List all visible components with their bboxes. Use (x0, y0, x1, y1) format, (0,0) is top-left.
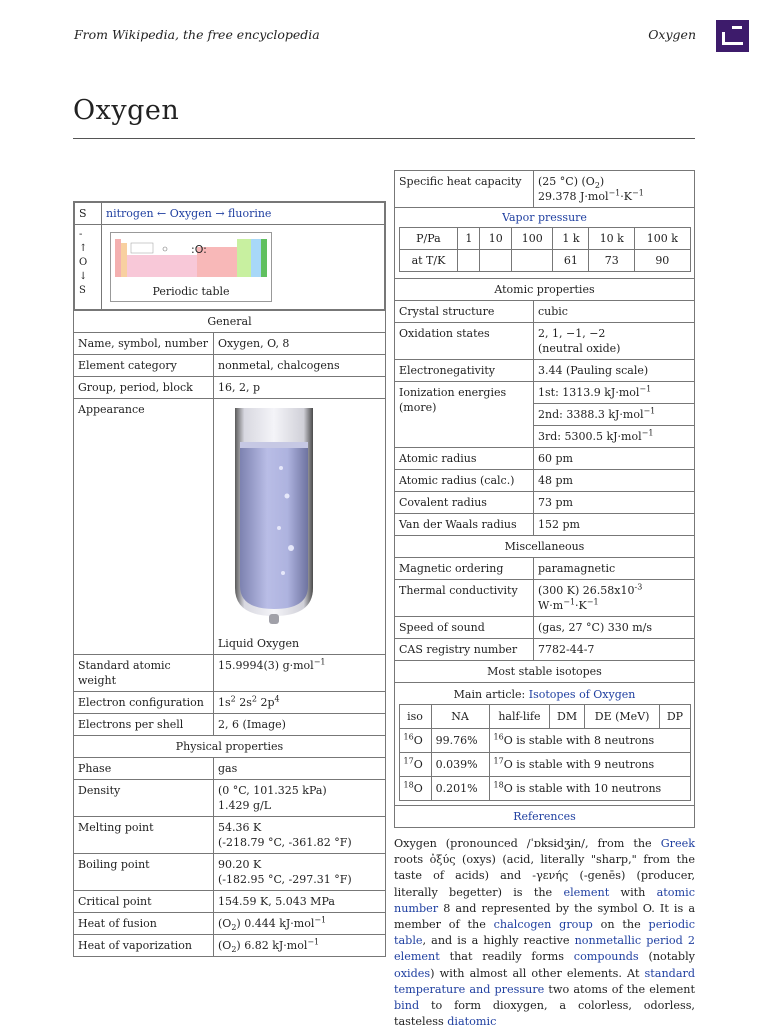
isotope-table (399, 704, 691, 801)
running-title: Oxygen (648, 27, 696, 42)
row-value: (300 K) $26.58x10^{-3}$ $W\cdot m^{-1}\cdot K^{-1}$ (534, 580, 695, 617)
vp-value-cell (458, 250, 480, 272)
iso-cell: $^{18}$O (399, 777, 431, 801)
nav-vertical: - ↑ O ↓ S (75, 225, 102, 310)
link-element[interactable]: element (563, 885, 610, 899)
row-value: 3rd: 5300.5 kJ·mol$^{-1}$ (534, 426, 695, 448)
main-article-note: Main article: Isotopes of Oxygen (453, 688, 636, 701)
link-periodic-table[interactable]: periodic table (394, 918, 695, 948)
nav-prev-next-text[interactable]: nitrogen ← Oxygen → fluorine (106, 207, 272, 220)
row-key: Atomic radius (395, 448, 534, 470)
link-bind[interactable]: bind (394, 999, 420, 1013)
iso-desc-cell: $^{18}$O is stable with 10 neutrons (489, 777, 690, 801)
row-key: Electronegativity (395, 360, 534, 382)
nav-above-symbol[interactable]: S (75, 203, 102, 225)
row-key: Appearance (74, 399, 214, 655)
row-value: 1st: 1313.9 kJ·mol$^{-1}$ (534, 382, 695, 404)
row-key: Electron configuration (74, 692, 214, 714)
page-title: Oxygen (73, 95, 180, 126)
row-value: 48 pm (534, 470, 695, 492)
link-chalcogen[interactable]: chalcogen group (493, 918, 593, 932)
nav-neighbours (102, 203, 385, 225)
vp-header-cell: 10 k (589, 228, 635, 250)
row-value: 16, 2, p (214, 377, 386, 399)
row-key: Name, symbol, number (74, 333, 214, 355)
vp-value-cell: 90 (635, 250, 690, 272)
page-header (0, 0, 768, 60)
row-key: Magnetic ordering (395, 558, 534, 580)
row-value: nonmetal, chalcogens (214, 355, 386, 377)
periodic-table-symbol: :O: (191, 243, 207, 256)
section-vapor-pressure[interactable]: Vapor pressure (502, 211, 587, 224)
iso-cell: $^{17}$O (399, 753, 431, 777)
periodic-table-thumbnail[interactable] (110, 232, 272, 302)
row-value: 73 pm (534, 492, 695, 514)
link-compounds[interactable]: compounds (573, 950, 639, 964)
periodic-table-caption: Periodic table (152, 285, 230, 298)
infobox-left (73, 201, 386, 957)
row-key: Atomic radius (calc.) (395, 470, 534, 492)
row-value: Oxygen, O, 8 (214, 333, 386, 355)
row-value: 90.20 K (-182.95 °C, -297.31 °F) (214, 854, 386, 891)
iso-cell: $^{16}$O (399, 729, 431, 753)
liquid-oxygen-image[interactable] (221, 408, 327, 630)
wikibooks-logo-icon[interactable] (716, 20, 749, 52)
link-diatomic[interactable]: diatomic (447, 1015, 497, 1029)
row-value: 54.36 K (-218.79 °C, -361.82 °F) (214, 817, 386, 854)
row-value: 7782-44-7 (534, 639, 695, 661)
vp-header-cell: 10 (480, 228, 512, 250)
infobox-table-right (394, 170, 695, 828)
row-value: gas (214, 758, 386, 780)
row-key: Specific heat capacity (395, 171, 534, 208)
row-value: $(O_2)$ 6.82 kJ·mol$^{-1}$ (214, 935, 386, 957)
iso-desc-cell: $^{17}$O is stable with 9 neutrons (489, 753, 690, 777)
iso-header-cell: half-life (489, 705, 550, 729)
section-physical: Physical properties (74, 736, 386, 758)
row-key: Electrons per shell (74, 714, 214, 736)
vp-value-cell: 61 (553, 250, 589, 272)
article-intro: Oxygen (pronounced /ˈɒksɨdʒɨn/, from the Greek roots ὀξύς (oxys) (acid, literally "sharp," from the taste of acids) and -γενής (-genēs) (producer, literally begetter) is the element with atomic number 8 and represented by the symbol O. It is a member of the chalcogen group on the periodic table, and is a highly reactive nonmetallic period 2 element that readily forms compounds (notably oxides) with almost all other elements. At standard temperature and pressure two atoms of the element bind to form dioxygen, a colorless, odorless, tasteless diatomic (394, 837, 696, 1029)
iso-desc-cell: $^{16}$O is stable with 8 neutrons (489, 729, 690, 753)
vp-header-cell: P/Pa (399, 228, 458, 250)
row-value: 2nd: 3388.3 kJ·mol$^{-1}$ (534, 404, 695, 426)
row-key: Standard atomic weight (74, 655, 214, 692)
vp-header-cell: 1 k (553, 228, 589, 250)
row-value: cubic (534, 301, 695, 323)
link-greek[interactable]: Greek (660, 837, 695, 850)
iso-na-cell: 0.039% (431, 753, 489, 777)
iso-header-cell: iso (399, 705, 431, 729)
row-key: Critical point (74, 891, 214, 913)
link-atomic-number[interactable]: atomic number (394, 885, 695, 915)
vp-header-cell: 100 k (635, 228, 690, 250)
infobox-right (394, 170, 695, 828)
vp-value-cell: 73 (589, 250, 635, 272)
row-key: Group, period, block (74, 377, 214, 399)
iso-header-cell: DE (MeV) (584, 705, 660, 729)
row-value: 15.9994(3) g·mol$^{-1}$ (214, 655, 386, 692)
row-key: Crystal structure (395, 301, 534, 323)
references-link[interactable]: References (513, 810, 576, 823)
link-period-2[interactable]: period 2 element (394, 934, 696, 964)
vp-header-cell: 100 (512, 228, 553, 250)
periodic-table-graphic (113, 237, 269, 279)
row-value: 2, 6 (Image) (214, 714, 386, 736)
vapor-pressure-table (399, 227, 691, 272)
section-general: General (74, 311, 386, 333)
row-key: Covalent radius (395, 492, 534, 514)
vp-value-cell: at T/K (399, 250, 458, 272)
image-caption: Liquid Oxygen (218, 637, 300, 650)
row-value: 3.44 (Pauling scale) (534, 360, 695, 382)
row-key: Speed of sound (395, 617, 534, 639)
row-key: Phase (74, 758, 214, 780)
row-value: 154.59 K, 5.043 MPa (214, 891, 386, 913)
iso-header-cell: NA (431, 705, 489, 729)
row-value: $1s^2$ $2s^2$ $2p^4$ (214, 692, 386, 714)
row-value: (0 °C, 101.325 kPa) 1.429 g/L (214, 780, 386, 817)
row-value: paramagnetic (534, 558, 695, 580)
section-isotopes: Most stable isotopes (395, 661, 695, 683)
iso-header-cell: DM (550, 705, 585, 729)
row-key: Density (74, 780, 214, 817)
row-key: Van der Waals radius (395, 514, 534, 536)
iso-na-cell: 0.201% (431, 777, 489, 801)
vp-header-cell: 1 (458, 228, 480, 250)
link-oxides[interactable]: oxides (394, 966, 431, 980)
row-value: 60 pm (534, 448, 695, 470)
link-stp[interactable]: standard temperature and pressure (394, 966, 695, 996)
row-key: CAS registry number (395, 639, 534, 661)
row-value: 2, 1, −1, −2 (neutral oxide) (534, 323, 695, 360)
row-key: Oxidation states (395, 323, 534, 360)
source-label: From Wikipedia, the free encyclopedia (74, 27, 320, 42)
title-rule (73, 138, 695, 139)
row-key: Boiling point (74, 854, 214, 891)
link-nonmetallic[interactable]: nonmetallic (574, 934, 642, 948)
row-key: Heat of vaporization (74, 935, 214, 957)
section-misc: Miscellaneous (395, 536, 695, 558)
row-value: 152 pm (534, 514, 695, 536)
infobox-table-left (73, 201, 386, 957)
row-key: Element category (74, 355, 214, 377)
row-value: (25 °C) $(O_2)$ 29.378 $J\cdot mol^{-1}\cdot K^{-1}$ (534, 171, 695, 208)
row-key: Heat of fusion (74, 913, 214, 935)
isotopes-link[interactable]: Isotopes of Oxygen (528, 688, 636, 701)
iso-na-cell: 99.76% (431, 729, 489, 753)
element-navigation (74, 202, 385, 310)
row-key: Melting point (74, 817, 214, 854)
section-atomic: Atomic properties (395, 279, 695, 301)
row-key: Thermal conductivity (395, 580, 534, 617)
test-tube-graphic (221, 408, 327, 630)
vp-value-cell (512, 250, 553, 272)
row-value: (gas, 27 °C) 330 m/s (534, 617, 695, 639)
row-key: Ionization energies (more) (395, 382, 534, 448)
iso-header-cell: DP (660, 705, 690, 729)
row-value: $(O_2)$ 0.444 kJ·mol$^{-1}$ (214, 913, 386, 935)
vp-value-cell (480, 250, 512, 272)
